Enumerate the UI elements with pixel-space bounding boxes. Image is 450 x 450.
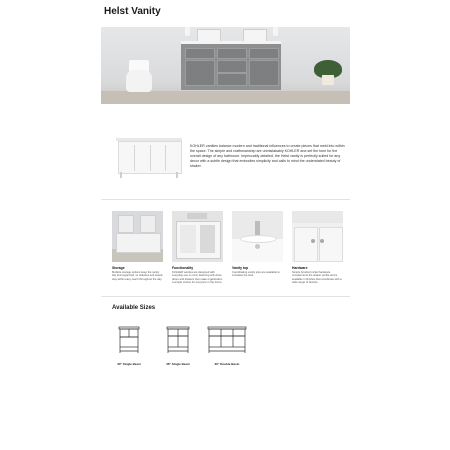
size-drawing-30-single xyxy=(118,326,140,354)
feature-text: Multiple storage options keep the vanity tidy and organized, so toiletries and towels stay within easy reach throughout the day. xyxy=(112,271,163,281)
feature-title: Functionality xyxy=(172,266,194,270)
feature-functionality xyxy=(172,211,223,285)
hero-floor xyxy=(101,91,350,104)
feature-title: Storage xyxy=(112,266,125,270)
section-divider xyxy=(101,199,350,200)
size-caption: 30" Single Basin xyxy=(117,362,141,366)
feature-image-storage xyxy=(112,211,163,262)
hero-toilet xyxy=(126,70,152,92)
hero-plant-pot xyxy=(322,75,334,85)
feature-text: Simple brushed nickel hardware complements the shaker profile and is available in finishes that coordinate with a wide range of faucets. xyxy=(292,271,342,285)
size-drawing-60-double xyxy=(207,326,247,354)
hero-sconce-right xyxy=(273,27,278,36)
feature-title: Hardware xyxy=(292,266,308,270)
feature-image-functionality xyxy=(172,211,223,262)
product-image xyxy=(116,138,182,178)
size-drawing-36-single xyxy=(166,326,190,354)
hero-sconce-left xyxy=(185,27,190,36)
feature-title: Vanity top xyxy=(232,266,249,270)
page-title: Helst Vanity xyxy=(104,6,161,17)
feature-hardware xyxy=(292,211,343,285)
feature-image-hardware xyxy=(292,211,343,262)
feature-image-vanity-top xyxy=(232,211,283,262)
feature-text: Coordinating vanity tops are available to complete the look. xyxy=(232,271,280,278)
feature-storage xyxy=(112,211,163,281)
size-caption: 60" Double Basin xyxy=(214,362,240,366)
hero-image xyxy=(101,27,350,104)
hero-vanity xyxy=(181,41,281,90)
intro-description: KOHLER vanities balance modern and traditional influences to create pieces that meld into within the space. The simple and craftsmanship are unmistakably KOHLER and set the tone for the overall design of any bathroom. Impeccably detailed, the Helst vanity is perfectly suited for any decor with a subtle design that embodies simplicity and calls to mind the understated beauty of shaker. xyxy=(190,144,345,168)
section-divider xyxy=(101,296,350,297)
feature-text: KOHLER vanities are designed with everyday use in mind, featuring soft-close doors and drawers that make organization a simple routine for everyone in the home. xyxy=(172,271,223,285)
sizes-heading: Available Sizes xyxy=(112,305,156,311)
size-caption: 36" Single Basin xyxy=(166,362,190,366)
feature-vanity-top xyxy=(232,211,283,278)
